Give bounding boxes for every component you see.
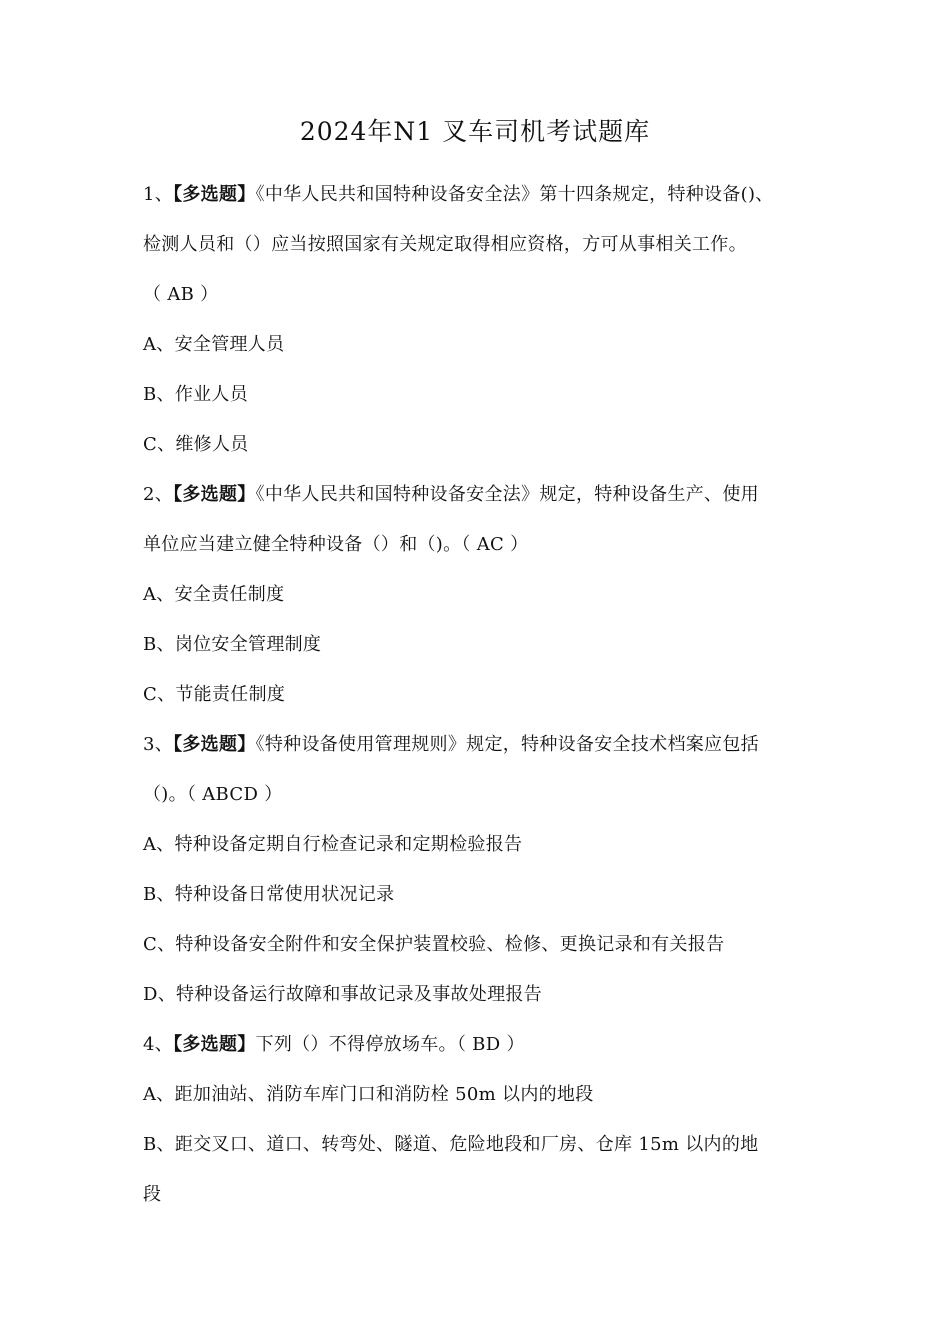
question-stem-text: 《特种设备使用管理规则》规定，特种设备安全技术档案应包括 (255, 734, 759, 755)
question-4-option-a: A、距加油站、消防车库门口和消防栓 50m 以内的地段 (143, 1084, 594, 1105)
question-1-stem-line-1 (143, 170, 813, 220)
question-2-option-c: C、节能责任制度 (143, 684, 286, 705)
question-stem-text: 《中华人民共和国特种设备安全法》第十四条规定，特种设备()、 (255, 184, 774, 205)
question-4-stem-line-1 (143, 1020, 813, 1070)
question-type-tag: 【多选题】 (173, 1034, 256, 1055)
question-type-tag: 【多选题】 (173, 734, 256, 755)
question-3-option-c: C、特种设备安全附件和安全保护装置校验、检修、更换记录和有关报告 (143, 934, 725, 955)
question-1-answer: （ AB ） (143, 284, 219, 305)
question-type-tag: 【多选题】 (173, 484, 256, 505)
question-3-option-d: D、特种设备运行故障和事故记录及事故处理报告 (143, 984, 543, 1005)
question-2-stem-line-1 (143, 470, 813, 520)
question-stem-text: 下列（）不得停放场车。（ BD ） (255, 1034, 525, 1055)
question-3-stem-line-2: （)。（ ABCD ） (143, 784, 283, 805)
page-title: 2024年N1 叉车司机考试题库 (299, 117, 651, 146)
question-1-option-a: A、安全管理人员 (143, 334, 285, 355)
question-number: 3、 (143, 734, 174, 755)
question-number: 2、 (143, 484, 174, 505)
question-list (143, 170, 813, 1220)
question-3-stem-line-1 (143, 720, 813, 770)
question-4-option-b: B、距交叉口、道口、转弯处、隧道、危险地段和厂房、仓库 15m 以内的地 (143, 1134, 759, 1155)
question-1-option-c: C、维修人员 (143, 434, 249, 455)
question-stem-text: 《中华人民共和国特种设备安全法》规定，特种设备生产、使用 (255, 484, 759, 505)
question-2-option-a: A、安全责任制度 (143, 584, 285, 605)
question-2-option-b: B、岗位安全管理制度 (143, 634, 322, 655)
question-number: 1、 (143, 184, 174, 205)
question-4-option-b-continued: 段 (143, 1184, 162, 1205)
question-1-option-b: B、作业人员 (143, 384, 249, 405)
question-2-stem-line-2: 单位应当建立健全特种设备（）和（)。（ AC ） (143, 534, 529, 555)
question-number: 4、 (143, 1034, 174, 1055)
question-3-option-b: B、特种设备日常使用状况记录 (143, 884, 395, 905)
question-1-stem-line-2: 检测人员和（）应当按照国家有关规定取得相应资格，方可从事相关工作。 (143, 234, 747, 255)
question-3-option-a: A、特种设备定期自行检查记录和定期检验报告 (143, 834, 523, 855)
question-type-tag: 【多选题】 (173, 184, 256, 205)
